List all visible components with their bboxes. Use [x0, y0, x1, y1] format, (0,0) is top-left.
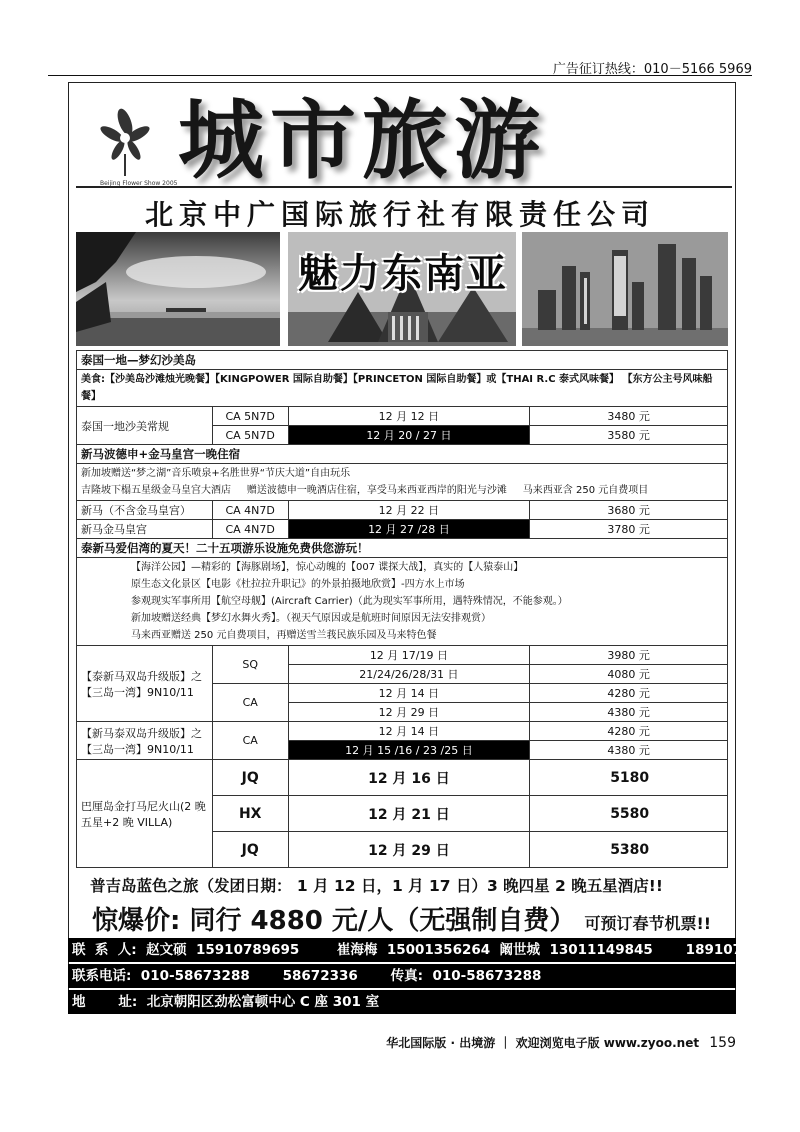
table-row — [77, 646, 728, 665]
product-name — [77, 646, 213, 722]
price: 4380 元 — [530, 703, 728, 722]
logo-caption: Beijing Flower Show 2005 — [100, 180, 178, 187]
description-line: 吉隆坡下榻五星级金马皇宫大酒店 赠送波德申一晚酒店住宿，享受马来西亚西岸的阳光与沙滩 马来西亚含 250 元自费项目 — [81, 485, 649, 496]
shock-price — [92, 900, 711, 937]
airline-code: CA 4N7D — [212, 501, 288, 520]
price: 3980 元 — [530, 646, 728, 665]
meals-info: 美食:【沙美岛沙滩烛光晚餐】【KINGPOWER 国际自助餐】【PRINCETON 国际自助餐】或【THAI R.C 泰式风味餐】 【东方公主号风味船餐】 — [77, 370, 728, 407]
airline-code: JQ — [212, 760, 288, 796]
airline-code: CA 4N7D — [212, 520, 288, 539]
departure-date: 12 月 20 / 27 日 — [288, 426, 530, 445]
price: 4080 元 — [530, 665, 728, 684]
departure-date: 12 月 27 /28 日 — [288, 520, 530, 539]
tour-table — [76, 350, 728, 868]
price: 3480 元 — [530, 407, 728, 426]
section-info — [77, 370, 728, 407]
section-info — [77, 464, 728, 501]
section-info — [77, 558, 728, 646]
price: 4280 元 — [530, 722, 728, 741]
product-name: 新马金马皇宫 — [77, 520, 213, 539]
airline-code: JQ — [212, 832, 288, 868]
price: 3580 元 — [530, 426, 728, 445]
product-line: 【三岛一湾】9N10/11 — [81, 742, 194, 756]
section-title: 泰新马爱侣湾的夏天！二十五项游乐设施免费供您游玩！ — [77, 539, 728, 558]
departure-date: 12 月 12 日 — [288, 407, 530, 426]
product-name: 新马（不含金马皇宫） — [77, 501, 213, 520]
airline-code: CA 5N7D — [212, 407, 288, 426]
contact-phone: 联系电话: 010-58673288 58672336 传真: 010-58673288 — [68, 964, 736, 988]
footer-text: 华北国际版 · 出境游 ｜ 欢迎浏览电子版 www.zyoo.net — [386, 1036, 700, 1050]
skyline-photo — [522, 232, 728, 346]
section-description — [77, 558, 728, 646]
table-row — [77, 520, 728, 539]
flower-logo-icon — [94, 104, 156, 192]
section-title: 新马波德申+金马皇宫一晚住宿 — [77, 445, 728, 464]
section-description — [77, 464, 728, 501]
description-line: 新加坡赠送经典【梦幻水舞火秀】。（视天气原因或是航班时间原因无法安排观赏） — [131, 613, 491, 624]
product-line: 巴厘岛金打马尼火山(2 晚 — [81, 799, 206, 813]
price: 4280 元 — [530, 684, 728, 703]
product-line: 【新马泰双岛升级版】之 — [81, 726, 202, 740]
price: 5180 — [530, 760, 728, 796]
section-header — [77, 445, 728, 464]
ad-hotline: 广告征订热线：010－5166 5969 — [552, 62, 752, 77]
departure-date: 12 月 29 日 — [288, 832, 530, 868]
airline-code: CA — [212, 722, 288, 760]
airline-code: CA — [212, 684, 288, 722]
shock-label: 惊爆价: — [92, 906, 181, 936]
product-line: 【泰新马双岛升级版】之 — [81, 669, 202, 683]
description-line: 参观现实军事所用【航空母舰】(Aircraft Carrier)（此为现实军事所用，遇特殊情况，不能参观。） — [131, 596, 568, 607]
divider — [76, 186, 732, 188]
section-title: 泰国一地—梦幻沙美岛 — [77, 351, 728, 370]
table-row — [77, 760, 728, 796]
departure-date: 12 月 14 日 — [288, 722, 530, 741]
airline-code: CA 5N7D — [212, 426, 288, 445]
description-line: 【海洋公园】—精彩的【海豚剧场】，惊心动魄的【007 谍探大战】，真实的【人猿泰山】 — [131, 562, 524, 573]
section-header — [77, 539, 728, 558]
price: 5580 — [530, 796, 728, 832]
departure-date: 12 月 22 日 — [288, 501, 530, 520]
description-line: 马来西亚赠送 250 元自费项目，再赠送雪兰莪民族乐园及马来特色餐 — [131, 630, 437, 641]
departure-date: 12 月 21 日 — [288, 796, 530, 832]
page-footer — [386, 1034, 736, 1051]
banner-title: 魅力东南亚 — [298, 251, 508, 297]
departure-date: 12 月 29 日 — [288, 703, 530, 722]
section-header — [77, 351, 728, 370]
company-name: 北京中广国际旅行社有限责任公司 — [144, 198, 655, 231]
airline-code: SQ — [212, 646, 288, 684]
airline-code: HX — [212, 796, 288, 832]
price: 4380 元 — [530, 741, 728, 760]
table-row — [77, 407, 728, 426]
product-line: 【三岛一湾】9N10/11 — [81, 685, 194, 699]
beach-photo — [76, 232, 280, 346]
phuket-promo: 普吉岛蓝色之旅（发团日期： 1 月 12 日，1 月 17 日）3 晚四星 2 晚五星酒店!! — [90, 877, 663, 895]
page-number: 159 — [709, 1035, 736, 1051]
description-line: 原生态文化景区【电影《杜拉拉升职记》的外景拍摄地欣赏】-四方水上市场 — [131, 579, 465, 590]
divider — [48, 75, 752, 76]
shock-note: 可预订春节机票!! — [584, 914, 712, 933]
product-name: 泰国一地沙美常规 — [77, 407, 213, 445]
table-row — [77, 501, 728, 520]
table-row — [77, 722, 728, 741]
contact-people: 联 系 人: 赵文硕 15910789695 崔海梅 15001356264 阚世城 13011149845 18910787870 — [68, 938, 736, 962]
masthead-title: 城市旅游 — [178, 90, 546, 191]
price: 3780 元 — [530, 520, 728, 539]
departure-date: 12 月 14 日 — [288, 684, 530, 703]
product-line: 五星+2 晚 VILLA) — [81, 815, 173, 829]
shock-price-value: 同行 4880 元/人（无强制自费） — [189, 906, 576, 936]
product-name — [77, 722, 213, 760]
departure-date: 12 月 17/19 日 — [288, 646, 530, 665]
departure-date: 12 月 16 日 — [288, 760, 530, 796]
contact-address: 地 址: 北京朝阳区劲松富顿中心 C 座 301 室 — [68, 990, 736, 1014]
departure-date: 21/24/26/28/31 日 — [288, 665, 530, 684]
price: 3680 元 — [530, 501, 728, 520]
product-name — [77, 760, 213, 868]
departure-date: 12 月 15 /16 / 23 /25 日 — [288, 741, 530, 760]
price: 5380 — [530, 832, 728, 868]
description-line: 新加坡赠送“梦之湖”音乐喷泉+名胜世界“节庆大道”自由玩乐 — [81, 468, 351, 479]
